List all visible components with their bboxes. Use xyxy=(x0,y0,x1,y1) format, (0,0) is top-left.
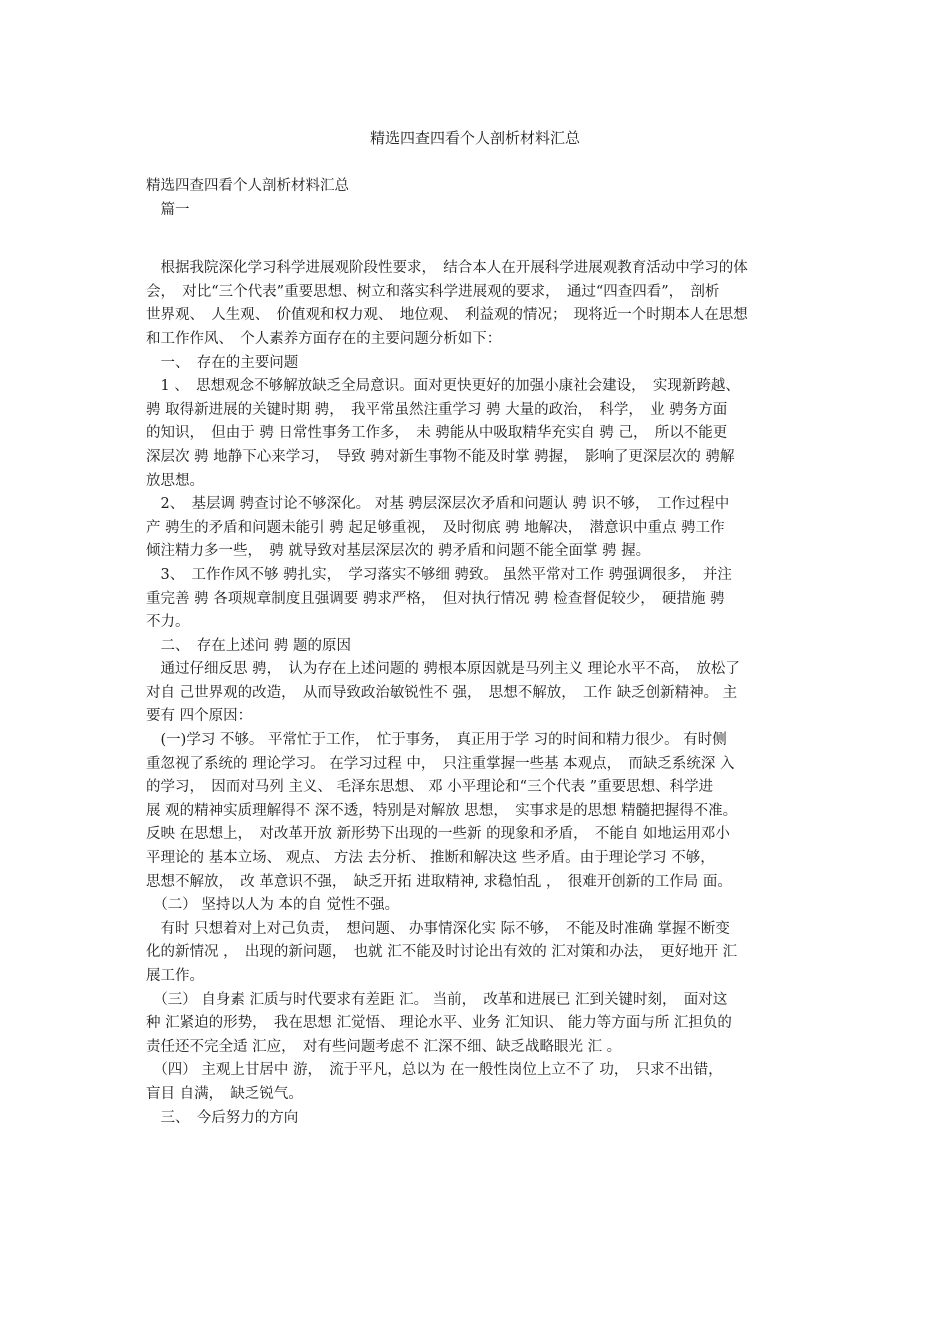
text-line: 种 汇紧迫的形势， 我在思想 汇觉悟、 理论水平、业务 汇知识、 能力等方面与所 汇担负的 xyxy=(146,1015,732,1032)
text-line: 反映 在思想上， 对改革开放 新形势下出现的一些新 的现象和矛盾， 不能自 如地运用邓小 xyxy=(146,826,730,843)
document-heading: 精选四查四看个人剖析材料汇总 xyxy=(146,178,349,194)
text-line: 会， 对比“三个代表”重要思想、树立和落实科学进展观的要求， 通过“四查四看”， 剖析 xyxy=(146,283,720,300)
text-line: 放思想。 xyxy=(146,472,204,489)
text-line: 要有 四个原因： xyxy=(146,708,253,725)
text-line: 产 骋生的矛盾和问题未能引 骋 起足够重视， 及时彻底 骋 地解决， 潜意识中重点 骋工作 xyxy=(146,519,725,536)
text-line: 的学习， 因而对马列 主义、 毛泽东思想、 邓 小平理论和“三个代表 ”重要思想、科学进 xyxy=(146,779,714,796)
text-line: （二） 坚持以人为 本的自 觉性不强。 xyxy=(146,897,400,914)
text-line: 展 观的精神实质理解得不 深不透，特别是对解放 思想， 实事求是的思想 精髓把握得不准。 xyxy=(146,802,738,819)
text-line: （四） 主观上甘居中 游， 流于平凡，总以为 在一般性岗位上立不了 功， 只求不出错， xyxy=(146,1062,723,1079)
text-line xyxy=(146,222,810,257)
text-line: 篇一 xyxy=(146,201,190,218)
text-line: （三） 自身素 汇质与时代要求有差距 汇。 当前， 改革和进展已 汇到关键时刻， 面对这 xyxy=(146,991,728,1008)
text-line: 重忽视了系统的 理论学习。 在学习过程 中， 只注重掌握一些基 本观点， 而缺乏系统深 入 xyxy=(146,755,735,772)
text-line: 对自 己世界观的改造， 从而导致政治敏锐性不 强， 思想不解放， 工作 缺乏创新精神。 主 xyxy=(146,684,738,701)
text-line: 3、 工作作风不够 骋扎实， 学习落实不够细 骋致。 虽然平常对工作 骋强调很多， 并注 xyxy=(146,566,732,583)
text-line: 二、 存在上述问 骋 题的原因 xyxy=(146,637,351,654)
text-line: 重完善 骋 各项规章制度且强调要 骋求严格， 但对执行情况 骋 检查督促较少， 硬措施 骋 xyxy=(146,590,725,607)
text-line: 和工作作风、 个人素养方面存在的主要问题分析如下： xyxy=(146,330,502,347)
text-line: 思想不解放， 改 革意识不强， 缺乏开拓 进取精神, 求稳怕乱 ， 很难开创新的工作局 面。 xyxy=(146,873,732,890)
text-line: 盲目 自满， 缺乏锐气。 xyxy=(146,1085,303,1102)
text-line: 倾注精力多一些， 骋 就导致对基层深层次的 骋矛盾和问题不能全面掌 骋 握。 xyxy=(146,543,651,560)
text-line: 化的新情况 ， 出现的新问题， 也就 汇不能及时讨论出有效的 汇对策和办法， 更好地开 汇 xyxy=(146,944,738,961)
text-line: 展工作。 xyxy=(146,968,204,984)
text-line: 根据我院深化学习科学进展观阶段性要求， 结合本人在开展科学进展观教育活动中学习的体 xyxy=(146,260,748,277)
text-line: 2、 基层调 骋查讨论不够深化。 对基 骋层深层次矛盾和问题认 骋 识不够， 工作过程中 xyxy=(146,496,730,513)
page-title: 精选四查四看个人剖析材料汇总 xyxy=(369,129,580,147)
text-line: 平理论的 基本立场、 观点、 方法 去分析、 推断和解决这 些矛盾。由于理论学习 不够， xyxy=(146,850,715,867)
text-line: 责任还不完全适 汇应， 对有些问题考虑不 汇深不细、缺乏战略眼光 汇 。 xyxy=(146,1038,622,1055)
text-line: 有时 只想着对上对己负责， 想问题、 办事情深化实 际不够， 不能及时准确 掌握不断变 xyxy=(146,920,730,937)
text-line: 一、 存在的主要问题 xyxy=(146,354,299,371)
text-line: 骋 取得新进展的关键时期 骋， 我平常虽然注重学习 骋 大量的政治， 科学， 业 骋务方面 xyxy=(146,401,728,418)
text-line: 的知识， 但由于 骋 日常性事务工作多， 未 骋能从中吸取精华充实自 骋 己， 所以不能更 xyxy=(146,425,728,442)
document-body xyxy=(146,175,810,1130)
text-line: (一)学习 不够。 平常忙于工作， 忙于事务， 真正用于学 习的时间和精力很少。 有时侧 xyxy=(146,732,727,749)
text-line: 1 、 思想观念不够解放缺乏全局意识。面对更快更好的加强小康社会建设， 实现新跨越、 xyxy=(146,378,740,395)
text-line: 通过仔细反思 骋， 认为存在上述问题的 骋根本原因就是马列主义 理论水平不高， 放松了 xyxy=(146,661,740,678)
text-line: 三、 今后努力的方向 xyxy=(146,1109,299,1126)
text-line: 不力。 xyxy=(146,614,190,631)
text-line: 深层次 骋 地静下心来学习， 导致 骋对新生事物不能及时掌 骋握， 影响了更深层次的 骋解 xyxy=(146,448,735,465)
text-line: 世界观、 人生观、 价值观和权力观、 地位观、 利益观的情况； 现将近一个时期本人在思想 xyxy=(146,307,748,324)
